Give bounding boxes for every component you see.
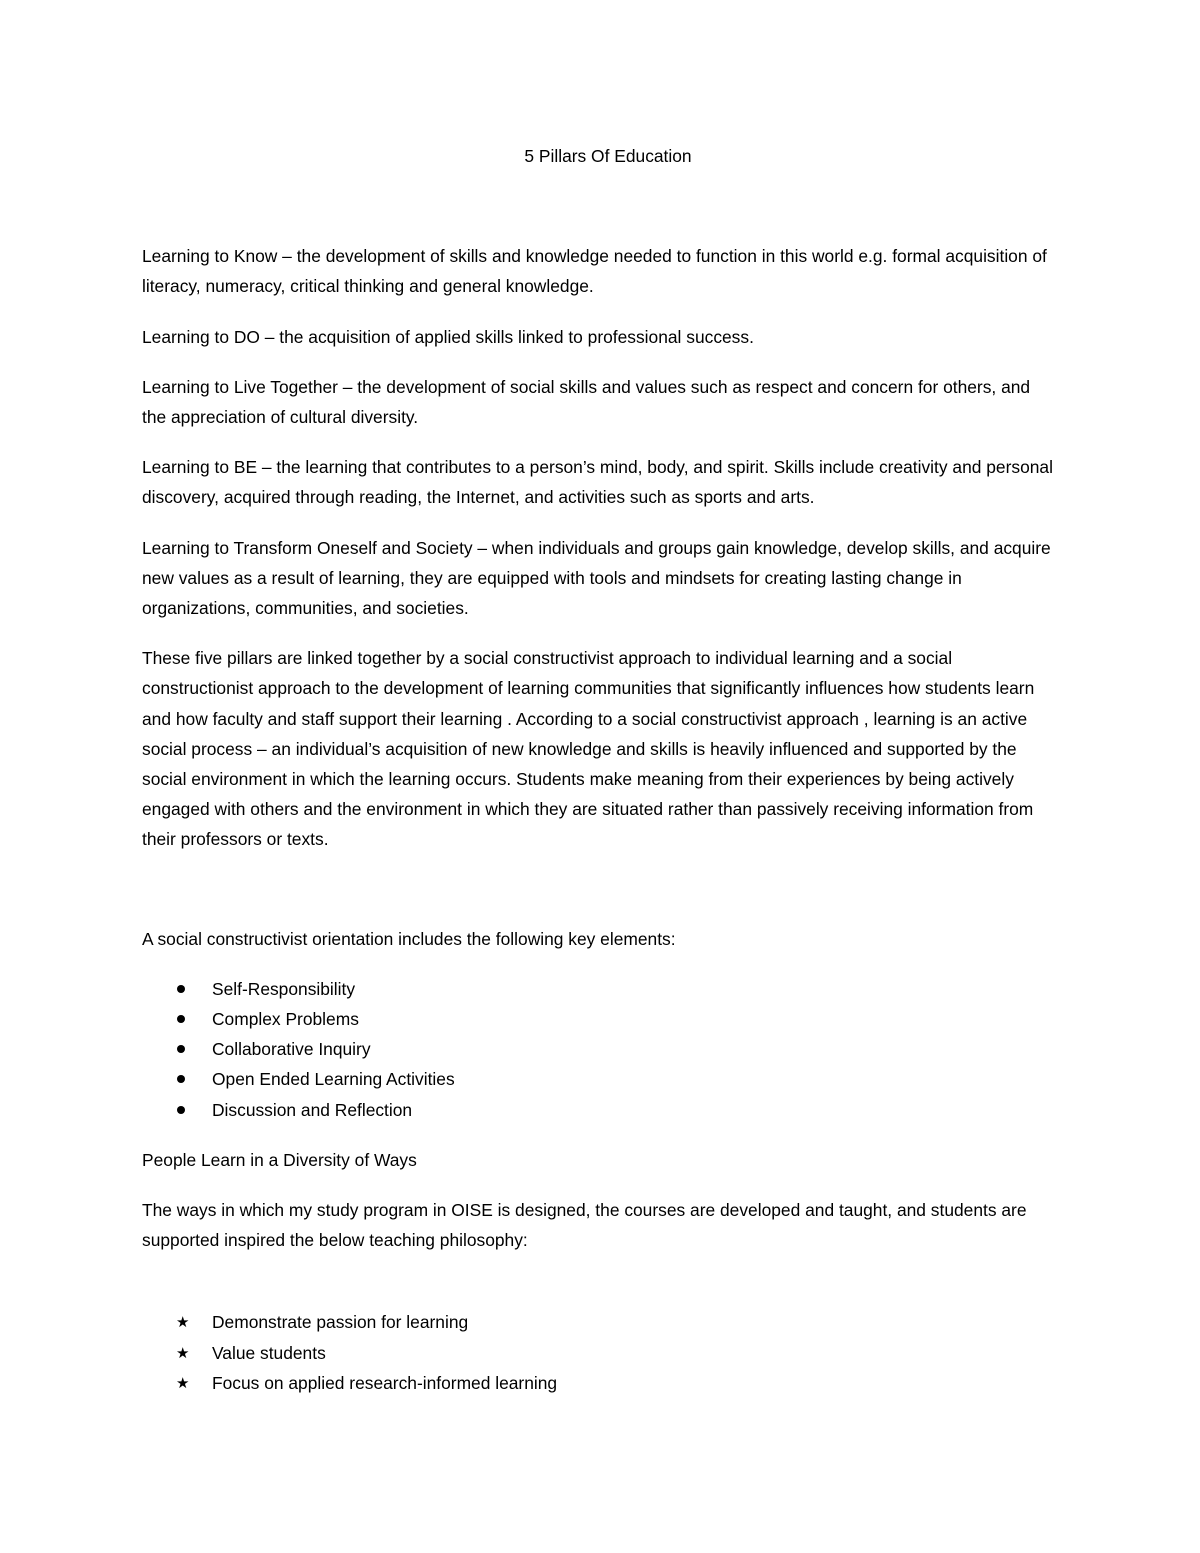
document-body xyxy=(142,141,1062,1398)
list-item: Self-Responsibility xyxy=(142,974,1062,1004)
list-item: ★ Focus on applied research-informed learning xyxy=(142,1368,1062,1398)
key-elements-list xyxy=(142,974,1062,1125)
paragraph-learning-to-transform: Learning to Transform Oneself and Society – when individuals and groups gain knowledge, develop skills, and acquire new values as a result of learning, they are equipped with tools and mindsets for creating lasting change in organizations, communities, and societies. xyxy=(142,537,1051,619)
diversity-heading: People Learn in a Diversity of Ways xyxy=(142,1149,417,1170)
paragraph-learning-to-do: Learning to DO – the acquisition of applied skills linked to professional success. xyxy=(142,326,754,347)
list-item: ★ Value students xyxy=(142,1338,1062,1368)
list-item: Collaborative Inquiry xyxy=(142,1034,1062,1064)
teaching-philosophy-list xyxy=(142,1307,1062,1398)
program-paragraph: The ways in which my study program in OISE is designed, the courses are developed and taught, and students are supported inspired the below teaching philosophy: xyxy=(142,1200,1027,1251)
list-item: Discussion and Reflection xyxy=(142,1095,1062,1125)
star-icon: ★ xyxy=(176,1343,190,1362)
star-icon: ★ xyxy=(176,1313,190,1332)
paragraph-learning-to-live-together: Learning to Live Together – the development of social skills and values such as respect and concern for others, and the appreciation of cultural diversity. xyxy=(142,376,1031,428)
bullet-dot-icon xyxy=(177,1075,185,1083)
list-item: Complex Problems xyxy=(142,1004,1062,1034)
bullet-dot-icon xyxy=(177,1015,185,1023)
paragraph-learning-to-be: Learning to BE – the learning that contributes to a person’s mind, body, and spirit. Skills include creativity and personal discovery, acquired through reading, the Internet, and activities such as sports and arts. xyxy=(142,457,1053,508)
paragraph-five-pillars-linked: These five pillars are linked together by a social constructivist approach to individual learning and a social constructionist approach to the development of learning communities that significantly influences how students learn and how faculty and staff support their learning . According to a social constructivist approach , learning is an active social process – an individual’s acquisition of new knowledge and skills is heavily influenced and supported by the social environment in which the learning occurs. Students make meaning from their experiences by being actively engaged with others and the environment in which they are situated rather than passively receiving information from their professors or texts. xyxy=(142,648,1035,850)
bullet-dot-icon xyxy=(177,1106,185,1114)
orientation-intro: A social constructivist orientation includes the following key elements: xyxy=(142,928,676,949)
list-item: ★ Demonstrate passion for learning xyxy=(142,1307,1062,1337)
document-title: 5 Pillars Of Education xyxy=(524,146,692,166)
paragraph-learning-to-know: Learning to Know – the development of skills and knowledge needed to function in this world e.g. formal acquisition of literacy, numeracy, critical thinking and general knowledge. xyxy=(142,246,1047,297)
star-icon: ★ xyxy=(176,1373,190,1392)
list-item: Open Ended Learning Activities xyxy=(142,1064,1062,1094)
bullet-dot-icon xyxy=(177,985,185,993)
bullet-dot-icon xyxy=(177,1045,185,1053)
